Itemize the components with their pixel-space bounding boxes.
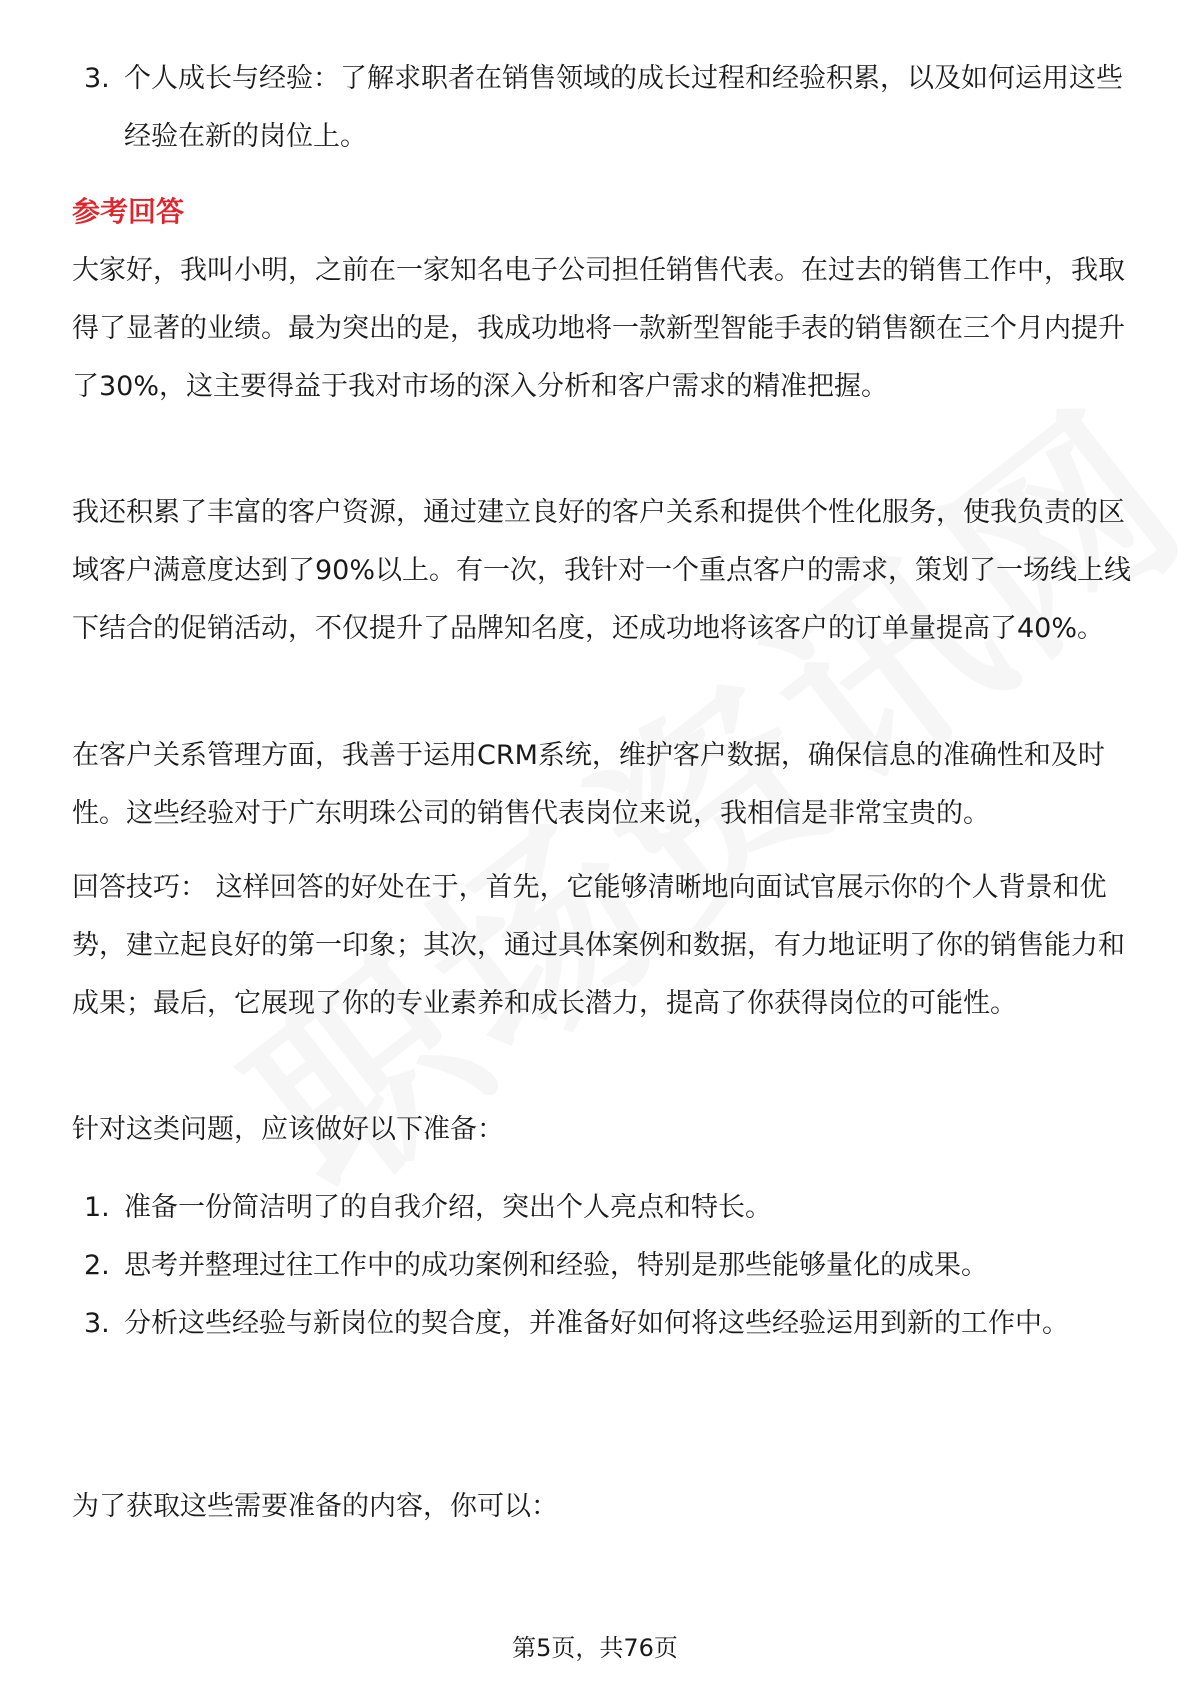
list-item-text: 分析这些经验与新岗位的契合度，并准备好如何将这些经验运用到新的工作中。 xyxy=(124,1308,1069,1339)
list-item xyxy=(72,1237,1132,1295)
preparation-list xyxy=(72,1179,1132,1353)
section-title: 参考回答 xyxy=(72,195,185,228)
paragraph: 大家好，我叫小明，之前在一家知名电子公司担任销售代表。在过去的销售工作中，我取得了显著的业绩。最为突出的是，我成功地将一款新型智能手表的销售额在三个月内提升了30%，这主要得益于我对市场的深入分析和客户需求的精准把握。 xyxy=(72,255,1125,402)
list-item-number: 2. xyxy=(84,1250,110,1281)
list-item-number: 1. xyxy=(84,1192,110,1223)
page-number: 第5页，共76页 xyxy=(512,1634,678,1662)
list-item-text: 准备一份简洁明了的自我介绍，突出个人亮点和特长。 xyxy=(124,1192,772,1223)
list-item xyxy=(72,1179,1132,1237)
list-item-number: 3. xyxy=(84,63,110,94)
answer-tips-paragraph: 回答技巧： 这样回答的好处在于，首先，它能够清晰地向面试官展示你的个人背景和优势，建立起良好的第一印象；其次，通过具体案例和数据，有力地证明了你的销售能力和成果；最后，它展现了你的专业素养和成长潜力，提高了你获得岗位的可能性。 xyxy=(72,872,1125,1019)
list-item xyxy=(72,50,1132,166)
list-item-text: 个人成长与经验：了解求职者在销售领域的成长过程和经验积累，以及如何运用这些经验在新的岗位上。 xyxy=(124,63,1123,152)
intro-list xyxy=(72,50,1132,166)
list-item-number: 3. xyxy=(84,1308,110,1339)
list-item xyxy=(72,1295,1132,1353)
paragraph: 针对这类问题，应该做好以下准备： xyxy=(72,1114,504,1145)
list-item-text: 思考并整理过往工作中的成功案例和经验，特别是那些能够量化的成果。 xyxy=(124,1250,988,1281)
paragraph: 为了获取这些需要准备的内容，你可以： xyxy=(72,1491,558,1522)
paragraph: 我还积累了丰富的客户资源，通过建立良好的客户关系和提供个性化服务，使我负责的区域客户满意度达到了90%以上。有一次，我针对一个重点客户的需求，策划了一场线上线下结合的促销活动，不仅提升了品牌知名度，还成功地将该客户的订单量提高了40%。 xyxy=(72,497,1132,644)
paragraph: 在客户关系管理方面，我善于运用CRM系统，维护客户数据，确保信息的准确性和及时性。这些经验对于广东明珠公司的销售代表岗位来说，我相信是非常宝贵的。 xyxy=(72,740,1105,829)
